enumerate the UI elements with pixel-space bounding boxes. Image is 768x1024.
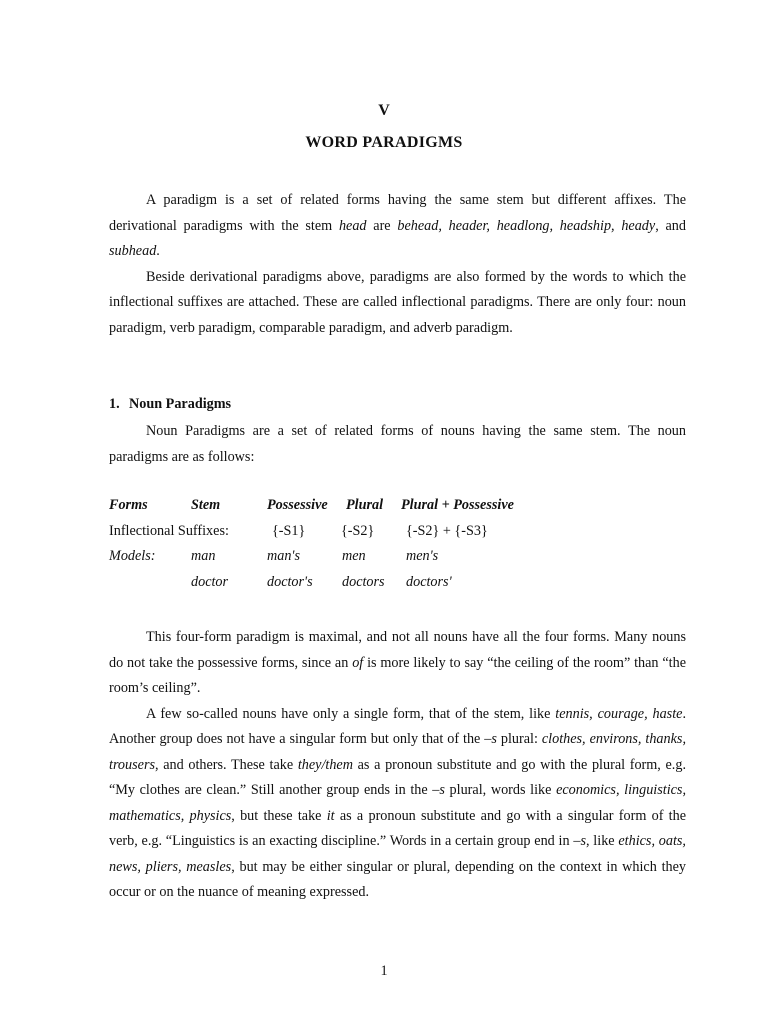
- chapter-number: V: [378, 102, 390, 119]
- header-forms: Forms: [109, 497, 148, 513]
- section-intro-paragraph: Noun Paradigms are a set of related forms of nouns having the same stem. The noun paradigms are as follows:: [109, 423, 686, 465]
- italic-examples: ethics, oats, news, pliers, measles: [109, 833, 686, 875]
- cell-stem: man: [191, 548, 216, 565]
- text-run: as a pronoun substitute and go with the plural form, e.g. “My clothes are clean.” Still another group ends in the: [109, 756, 686, 798]
- header-possessive: Possessive: [267, 497, 328, 513]
- suffix-label: Inflectional Suffixes:: [109, 522, 229, 539]
- text-run: .: [156, 243, 160, 259]
- intro-paragraph-2: Beside derivational paradigms above, paradigms are also formed by the words to which the inflectional suffixes are attached. These are called inflectional paradigms. There are only four: noun paradigm, verb paradigm, comparable paradigm, and adverb paradigm.: [109, 268, 686, 336]
- italic-examples: economics, linguistics, mathematics, physics: [109, 782, 687, 824]
- text-run: , but these take: [231, 807, 327, 824]
- cell-plural: doctors: [342, 574, 385, 591]
- text-run: , but may be either singular or plural, depending on the context in which they occur or on the nuance of meaning expressed.: [109, 858, 686, 900]
- italic-term: –s: [573, 833, 586, 849]
- cell-stem: doctor: [191, 574, 229, 591]
- text-run: as a pronoun substitute and go with a singular form of the verb, e.g. “Linguistics is an exacting discipline.” Words in a certain group end in: [109, 807, 686, 849]
- intro-section: [109, 188, 686, 341]
- text-run: plural, words like: [444, 782, 557, 798]
- suffix-plural: {-S2}: [341, 522, 375, 539]
- suffix-possessive: {-S1}: [272, 522, 306, 539]
- intro-paragraph-1: [109, 188, 686, 265]
- cell-plural: men: [342, 548, 366, 565]
- italic-term: –s: [484, 731, 497, 747]
- body-section: [109, 625, 686, 906]
- italic-term: it: [326, 807, 335, 824]
- chapter-title: WORD PARADIGMS: [305, 134, 463, 151]
- cell-plural-possessive: doctors': [406, 574, 452, 591]
- italic-examples: tennis, courage, haste: [555, 705, 683, 722]
- header-plural: Plural: [346, 497, 384, 513]
- text-run: are: [366, 217, 398, 234]
- text-run: , and: [655, 217, 686, 234]
- suffix-plural-possessive: {-S2} + {-S3}: [406, 522, 488, 539]
- section-heading: [109, 396, 231, 413]
- text-run: , like: [585, 833, 619, 849]
- section-intro: [109, 419, 686, 470]
- body-paragraph-2: [109, 702, 686, 906]
- text-run: . Another group does not have a singular form but only that of the: [109, 705, 686, 747]
- cell-possessive: doctor's: [267, 574, 313, 591]
- cell-plural-possessive: men's: [406, 548, 439, 565]
- body-paragraph-1: [109, 625, 686, 702]
- header-plural-possessive: Plural + Possessive: [401, 497, 514, 513]
- page-number: 1: [380, 963, 388, 979]
- section-title: Noun Paradigms: [129, 396, 232, 412]
- text-run: A paradigm is a set of related forms having the same stem but different affixes. The derivational paradigms with the stem: [109, 192, 686, 234]
- cell-possessive: man's: [267, 548, 300, 565]
- italic-examples: behead, header, headlong, headship, heady: [397, 217, 656, 234]
- text-run: is more likely to say “the ceiling of the room” than “the room’s ceiling”.: [109, 654, 687, 696]
- text-run: , and others. These take: [154, 756, 298, 773]
- text-run: A few so-called nouns have only a single form, that of the stem, like: [146, 705, 556, 722]
- italic-term: of: [352, 654, 364, 671]
- italic-examples: clothes, environs, thanks, trousers: [109, 731, 686, 773]
- italic-term: head: [338, 217, 367, 234]
- italic-examples: subhead: [109, 243, 157, 259]
- header-stem: Stem: [191, 497, 221, 513]
- text-run: This four-form paradigm is maximal, and not all nouns have all the four forms. Many nouns do not take the possessive forms, since an: [109, 629, 686, 671]
- section-number: 1.: [109, 396, 120, 412]
- italic-term: –s: [432, 782, 445, 798]
- text-run: plural:: [496, 731, 542, 747]
- italic-term: they/them: [297, 756, 353, 773]
- models-label: Models:: [109, 548, 156, 565]
